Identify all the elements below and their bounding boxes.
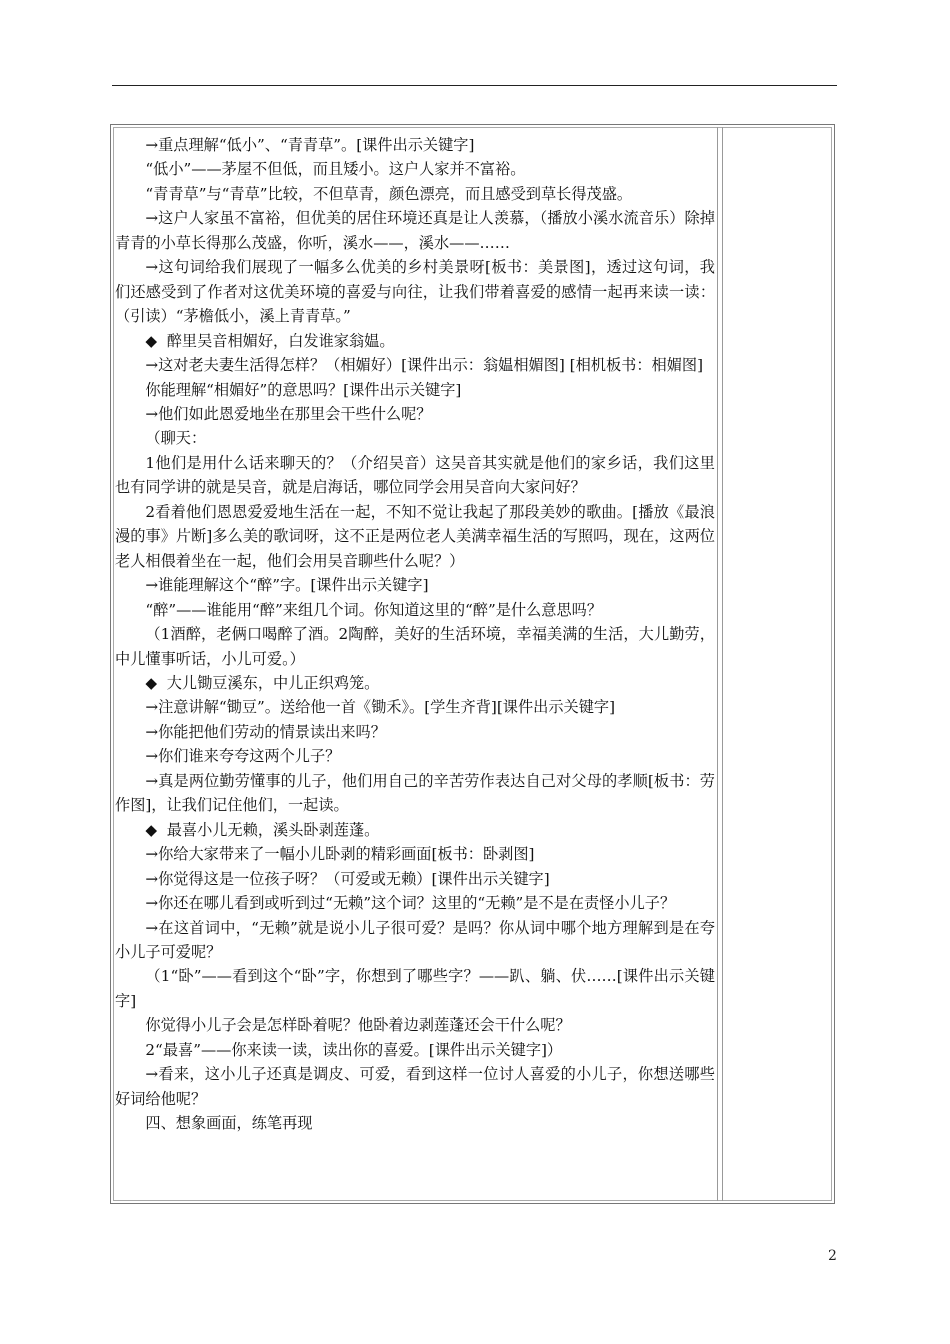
header-rule [112, 85, 837, 86]
paragraph: “醉”——谁能用“醉”来组几个词。你知道这里的“醉”是什么意思吗？ [145, 600, 603, 619]
paragraph: →看来，这小儿子还真是调皮、可爱，看到这样一位讨人喜爱的小儿子，你想送哪些好词给他呢？ [115, 1065, 715, 1108]
paragraph: →真是两位勤劳懂事的儿子，他们用自己的辛苦劳作表达自己对父母的孝顺[板书：劳作图]，让我们记住他们，一起读。 [115, 771, 715, 815]
poem-line: ◆ 最喜小儿无赖，溪头卧剥莲蓬。 [145, 820, 380, 839]
section-heading: 四、想象画面，练笔再现 [145, 1114, 313, 1133]
paragraph: →他们如此恩爱地坐在那里会干些什么呢？ [145, 404, 432, 423]
paragraph: →重点理解“低小”、“青青草”。[课件出示关键字] [145, 136, 475, 154]
paragraph: （1“卧”——看到这个“卧”字，你想到了哪些字？——趴、躺、伏……[课件出示关键字] [115, 967, 715, 1010]
lesson-table [110, 124, 835, 1204]
paragraph: →你能把他们劳动的情景读出来吗？ [145, 722, 386, 741]
paragraph: “青青草”与“青草”比较，不但草青，颜色漂亮，而且感受到草长得茂盛。 [145, 184, 633, 203]
paragraph: →注意讲解“锄豆”。送给他一首《锄禾》。[学生齐背][课件出示关键字] [145, 698, 615, 717]
lesson-content-cell [115, 129, 715, 1199]
paragraph: →这户人家虽不富裕，但优美的居住环境还真是让人羡慕，（播放小溪水流音乐）除掉青青的小草长得那么茂盛，你听，溪水——，溪水——…… [115, 209, 715, 252]
paragraph: 1他们是用什么话来聊天的？（介绍吴音）这吴音其实就是他们的家乡话，我们这里也有同学讲的就是吴音，就是启海话，哪位同学会用吴音向大家问好？ [115, 453, 715, 497]
paragraph: 2看着他们恩恩爱爱地生活在一起，不知不觉让我起了那段美妙的歌曲。[播放《最浪漫的事》片断]多么美的歌词呀，这不正是两位老人美满幸福生活的写照吗，现在，这两位老人相偎着坐在一起，他们会用吴音聊些什么呢？） [115, 502, 715, 570]
paragraph: →你给大家带来了一幅小儿卧剥的精彩画面[板书：卧剥图] [145, 845, 535, 864]
paragraph: →在这首词中，“无赖”就是说小儿子很可爱？是吗？你从词中哪个地方理解到是在夸小儿子可爱呢？ [115, 918, 715, 961]
paragraph: 2“最喜”——你来读一读，读出你的喜爱。[课件出示关键字]） [145, 1040, 563, 1059]
poem-line: ◆ 醉里吴音相媚好，白发谁家翁媪。 [145, 331, 395, 350]
paragraph: →你觉得这是一位孩子呀？（可爱或无赖）[课件出示关键字] [145, 869, 550, 888]
paragraph: →你们谁来夸夸这两个儿子？ [145, 747, 341, 766]
poem-line: ◆ 大儿锄豆溪东，中儿正织鸡笼。 [145, 673, 380, 692]
page-number: 2 [828, 1248, 837, 1264]
paragraph: →你还在哪儿看到或听到过“无赖”这个词？这里的“无赖”是不是在责怪小儿子？ [145, 894, 676, 913]
paragraph: →这句词给我们展现了一幅多么优美的乡村美景呀[板书：美景图]，透过这句词，我们还感受到了作者对这优美环境的喜爱与向往，让我们带着喜爱的感情一起再来读一读：（引读）“茅檐低小，溪上青青草。” [115, 258, 715, 326]
paragraph: →这对老夫妻生活得怎样？（相媚好）[课件出示：翁媪相媚图] [相机板书：相媚图] [145, 356, 704, 375]
paragraph: （聊天： [145, 429, 207, 448]
paragraph: 你觉得小儿子会是怎样卧着呢？他卧着边剥莲蓬还会干什么呢？ [145, 1016, 571, 1035]
paragraph: （1酒醉，老俩口喝醉了酒。2陶醉，美好的生活环境，幸福美满的生活，大儿勤劳，中儿懂事听话，小儿可爱。） [115, 625, 715, 668]
paragraph: 你能理解“相媚好”的意思吗？[课件出示关键字] [145, 380, 462, 399]
paragraph: “低小”——茅屋不但低，而且矮小。这户人家并不富裕。 [145, 160, 526, 179]
paragraph: →谁能理解这个“醉”字。[课件出示关键字] [145, 576, 429, 595]
notes-cell [723, 129, 830, 1199]
